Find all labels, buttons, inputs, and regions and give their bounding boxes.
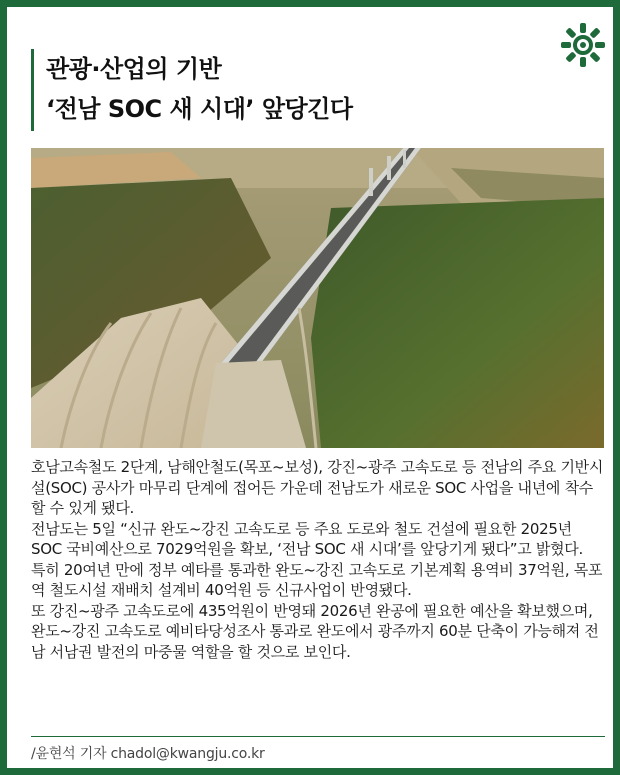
highway-overpass-aerial-photo — [31, 148, 604, 448]
article-paragraph-4: 또 강진~광주 고속도로에 435억원이 반영돼 2026년 완공에 필요한 예산을 확보했으며, 완도~강진 고속도로 예비타당성조사 통과로 완도에서 광주까지 60분 단축이 가능해져 전남 서남권 발전의 마중물 역할을 할 것으로 보인다. — [31, 601, 599, 661]
byline: /윤현석 기자 chadol@kwangju.co.kr — [31, 746, 265, 762]
headline — [31, 49, 353, 131]
article-body — [31, 457, 605, 662]
byline-divider — [31, 736, 605, 737]
headline-line-1: 관광·산업의 기반 — [46, 55, 222, 83]
headline-line-2: ‘전남 SOC 새 시대’ 앞당긴다 — [46, 95, 353, 123]
article-paragraph-3: 특히 20여년 만에 정부 예타를 통과한 완도~강진 고속도로 기본계획 용역비 37억원, 목포역 철도시설 재배치 설계비 40억원 등 신규사업이 반영됐다. — [31, 560, 603, 599]
article-paragraph-1: 호남고속철도 2단계, 남해안철도(목포~보성), 강진~광주 고속도로 등 전남의 주요 기반시설(SOC) 공사가 마무리 단계에 접어든 가운데 전남도가 새로운 SOC 사업을 내년에 착수할 수 있게 됐다. — [31, 458, 604, 517]
article-paragraph-2: 전남도는 5일 “신규 완도~강진 고속도로 등 주요 도로와 철도 건설에 필요한 2025년 SOC 국비예산으로 7029억원을 확보, ‘전남 SOC 새 시대’를 앞당기게 됐다”고 밝혔다. — [31, 519, 583, 558]
kwangju-ilbo-logo-icon — [559, 21, 607, 69]
